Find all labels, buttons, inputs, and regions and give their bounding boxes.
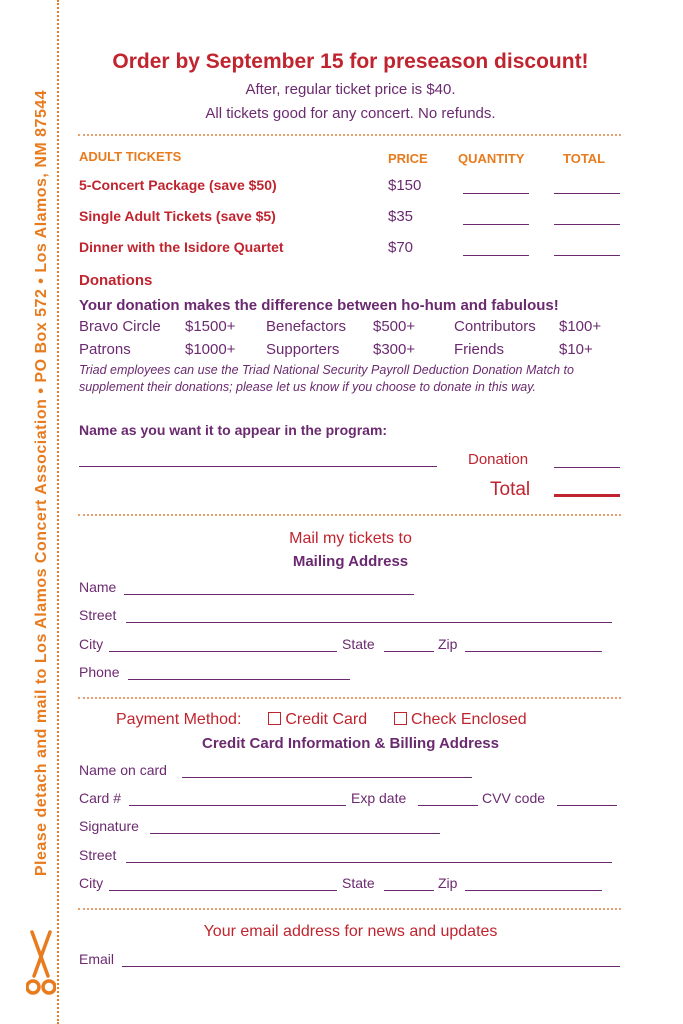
ticket-row-label: Dinner with the Isidore Quartet	[79, 239, 284, 255]
donation-level-name: Bravo Circle	[79, 318, 161, 335]
donation-level-name: Patrons	[79, 341, 131, 358]
total-field[interactable]	[554, 177, 620, 194]
ticket-row-label: Single Adult Tickets (save $5)	[79, 208, 276, 224]
divider	[78, 908, 621, 910]
donations-heading: Donations	[79, 272, 153, 289]
donation-level-amount: $10+	[559, 341, 593, 358]
billing-city-field[interactable]	[109, 874, 337, 891]
total-field[interactable]	[554, 239, 620, 256]
mail-tickets-heading: Mail my tickets to	[289, 530, 412, 547]
card-number-field[interactable]	[129, 789, 346, 806]
tickets-policy-note: All tickets good for any concert. No refunds.	[205, 105, 496, 122]
name-on-card-label: Name on card	[79, 762, 167, 778]
email-label: Email	[79, 951, 115, 967]
card-number-label: Card #	[79, 790, 122, 806]
detach-strip	[0, 0, 60, 1024]
quantity-column-header: QUANTITY	[458, 151, 525, 166]
quantity-field[interactable]	[463, 208, 529, 225]
credit-card-option[interactable]	[268, 711, 367, 728]
ticket-row-price: $35	[388, 208, 414, 225]
checkbox-icon[interactable]	[268, 712, 281, 725]
email-heading: Your email address for news and updates	[203, 923, 498, 940]
donation-level-amount: $500+	[373, 318, 416, 335]
billing-state-field[interactable]	[384, 874, 434, 891]
donations-tagline: Your donation makes the difference between ho-hum and fabulous!	[79, 297, 559, 314]
adult-tickets-heading: ADULT TICKETS	[79, 149, 182, 164]
billing-zip-field[interactable]	[465, 874, 602, 891]
billing-street-label: Street	[79, 847, 117, 863]
mailing-phone-label: Phone	[79, 664, 120, 680]
exp-date-label: Exp date	[351, 790, 407, 806]
total-column-header: TOTAL	[563, 151, 606, 166]
check-enclosed-label: Check Enclosed	[411, 711, 527, 728]
ticket-row-price: $150	[388, 177, 422, 194]
signature-label: Signature	[79, 818, 139, 834]
quantity-field[interactable]	[463, 177, 529, 194]
payment-method-heading: Payment Method:	[116, 711, 242, 728]
donation-level-amount: $300+	[373, 341, 416, 358]
billing-state-label: State	[342, 875, 375, 891]
signature-field[interactable]	[150, 817, 440, 834]
donation-level-name: Contributors	[454, 318, 536, 335]
program-name-label: Name as you want it to appear in the program:	[79, 422, 388, 438]
divider	[78, 134, 621, 136]
regular-price-note: After, regular ticket price is $40.	[245, 81, 456, 98]
donation-level-amount: $100+	[559, 318, 602, 335]
mailing-street-label: Street	[79, 607, 117, 623]
mailing-city-field[interactable]	[109, 635, 337, 652]
mailing-instructions: Please detach and mail to Los Alamos Concert Association • PO Box 572 • Los Alamos, NM 87544	[33, 89, 50, 877]
divider	[78, 514, 621, 516]
check-enclosed-option[interactable]	[394, 711, 527, 728]
donation-level-name: Supporters	[266, 341, 340, 358]
grand-total-field[interactable]	[554, 480, 620, 497]
ticket-row-price: $70	[388, 239, 414, 256]
mailing-zip-field[interactable]	[465, 635, 602, 652]
mailing-name-label: Name	[79, 579, 117, 595]
total-label: Total	[490, 479, 531, 500]
billing-city-label: City	[79, 875, 104, 891]
mailing-street-field[interactable]	[126, 606, 612, 623]
program-name-field[interactable]	[79, 450, 437, 467]
mailing-phone-field[interactable]	[128, 663, 350, 680]
donation-level-name: Friends	[454, 341, 505, 358]
donation-level-amount: $1000+	[185, 341, 236, 358]
checkbox-icon[interactable]	[394, 712, 407, 725]
donation-level-name: Benefactors	[266, 318, 347, 335]
donation-level-amount: $1500+	[185, 318, 236, 335]
email-field[interactable]	[122, 950, 620, 967]
mailing-zip-label: Zip	[438, 636, 458, 652]
billing-street-field[interactable]	[126, 846, 612, 863]
billing-heading: Credit Card Information & Billing Address	[202, 735, 499, 752]
cut-line	[57, 0, 59, 1024]
mailing-city-label: City	[79, 636, 104, 652]
quantity-field[interactable]	[463, 239, 529, 256]
divider	[78, 697, 621, 699]
exp-date-field[interactable]	[418, 789, 478, 806]
mailing-state-field[interactable]	[384, 635, 434, 652]
mailing-address-heading: Mailing Address	[292, 553, 409, 570]
payroll-deduction-note: Triad employees can use the Triad National Security Payroll Deduction Donation Match to supplement their donations; please let us know if you choose to donate in this way.	[79, 363, 574, 394]
cvv-label: CVV code	[482, 790, 546, 806]
donation-amount-field[interactable]	[554, 451, 620, 468]
donation-label: Donation	[468, 451, 529, 468]
name-on-card-field[interactable]	[182, 761, 472, 778]
credit-card-label: Credit Card	[285, 711, 368, 728]
payment-method-row	[116, 711, 527, 729]
total-field[interactable]	[554, 208, 620, 225]
page-title: Order by September 15 for preseason discount!	[112, 50, 589, 73]
ticket-row-label: 5-Concert Package (save $50)	[79, 177, 277, 193]
price-column-header: PRICE	[388, 151, 428, 166]
cvv-field[interactable]	[557, 789, 617, 806]
scissors-icon	[26, 926, 56, 998]
mailing-name-field[interactable]	[124, 578, 414, 595]
billing-zip-label: Zip	[438, 875, 458, 891]
mailing-state-label: State	[342, 636, 375, 652]
